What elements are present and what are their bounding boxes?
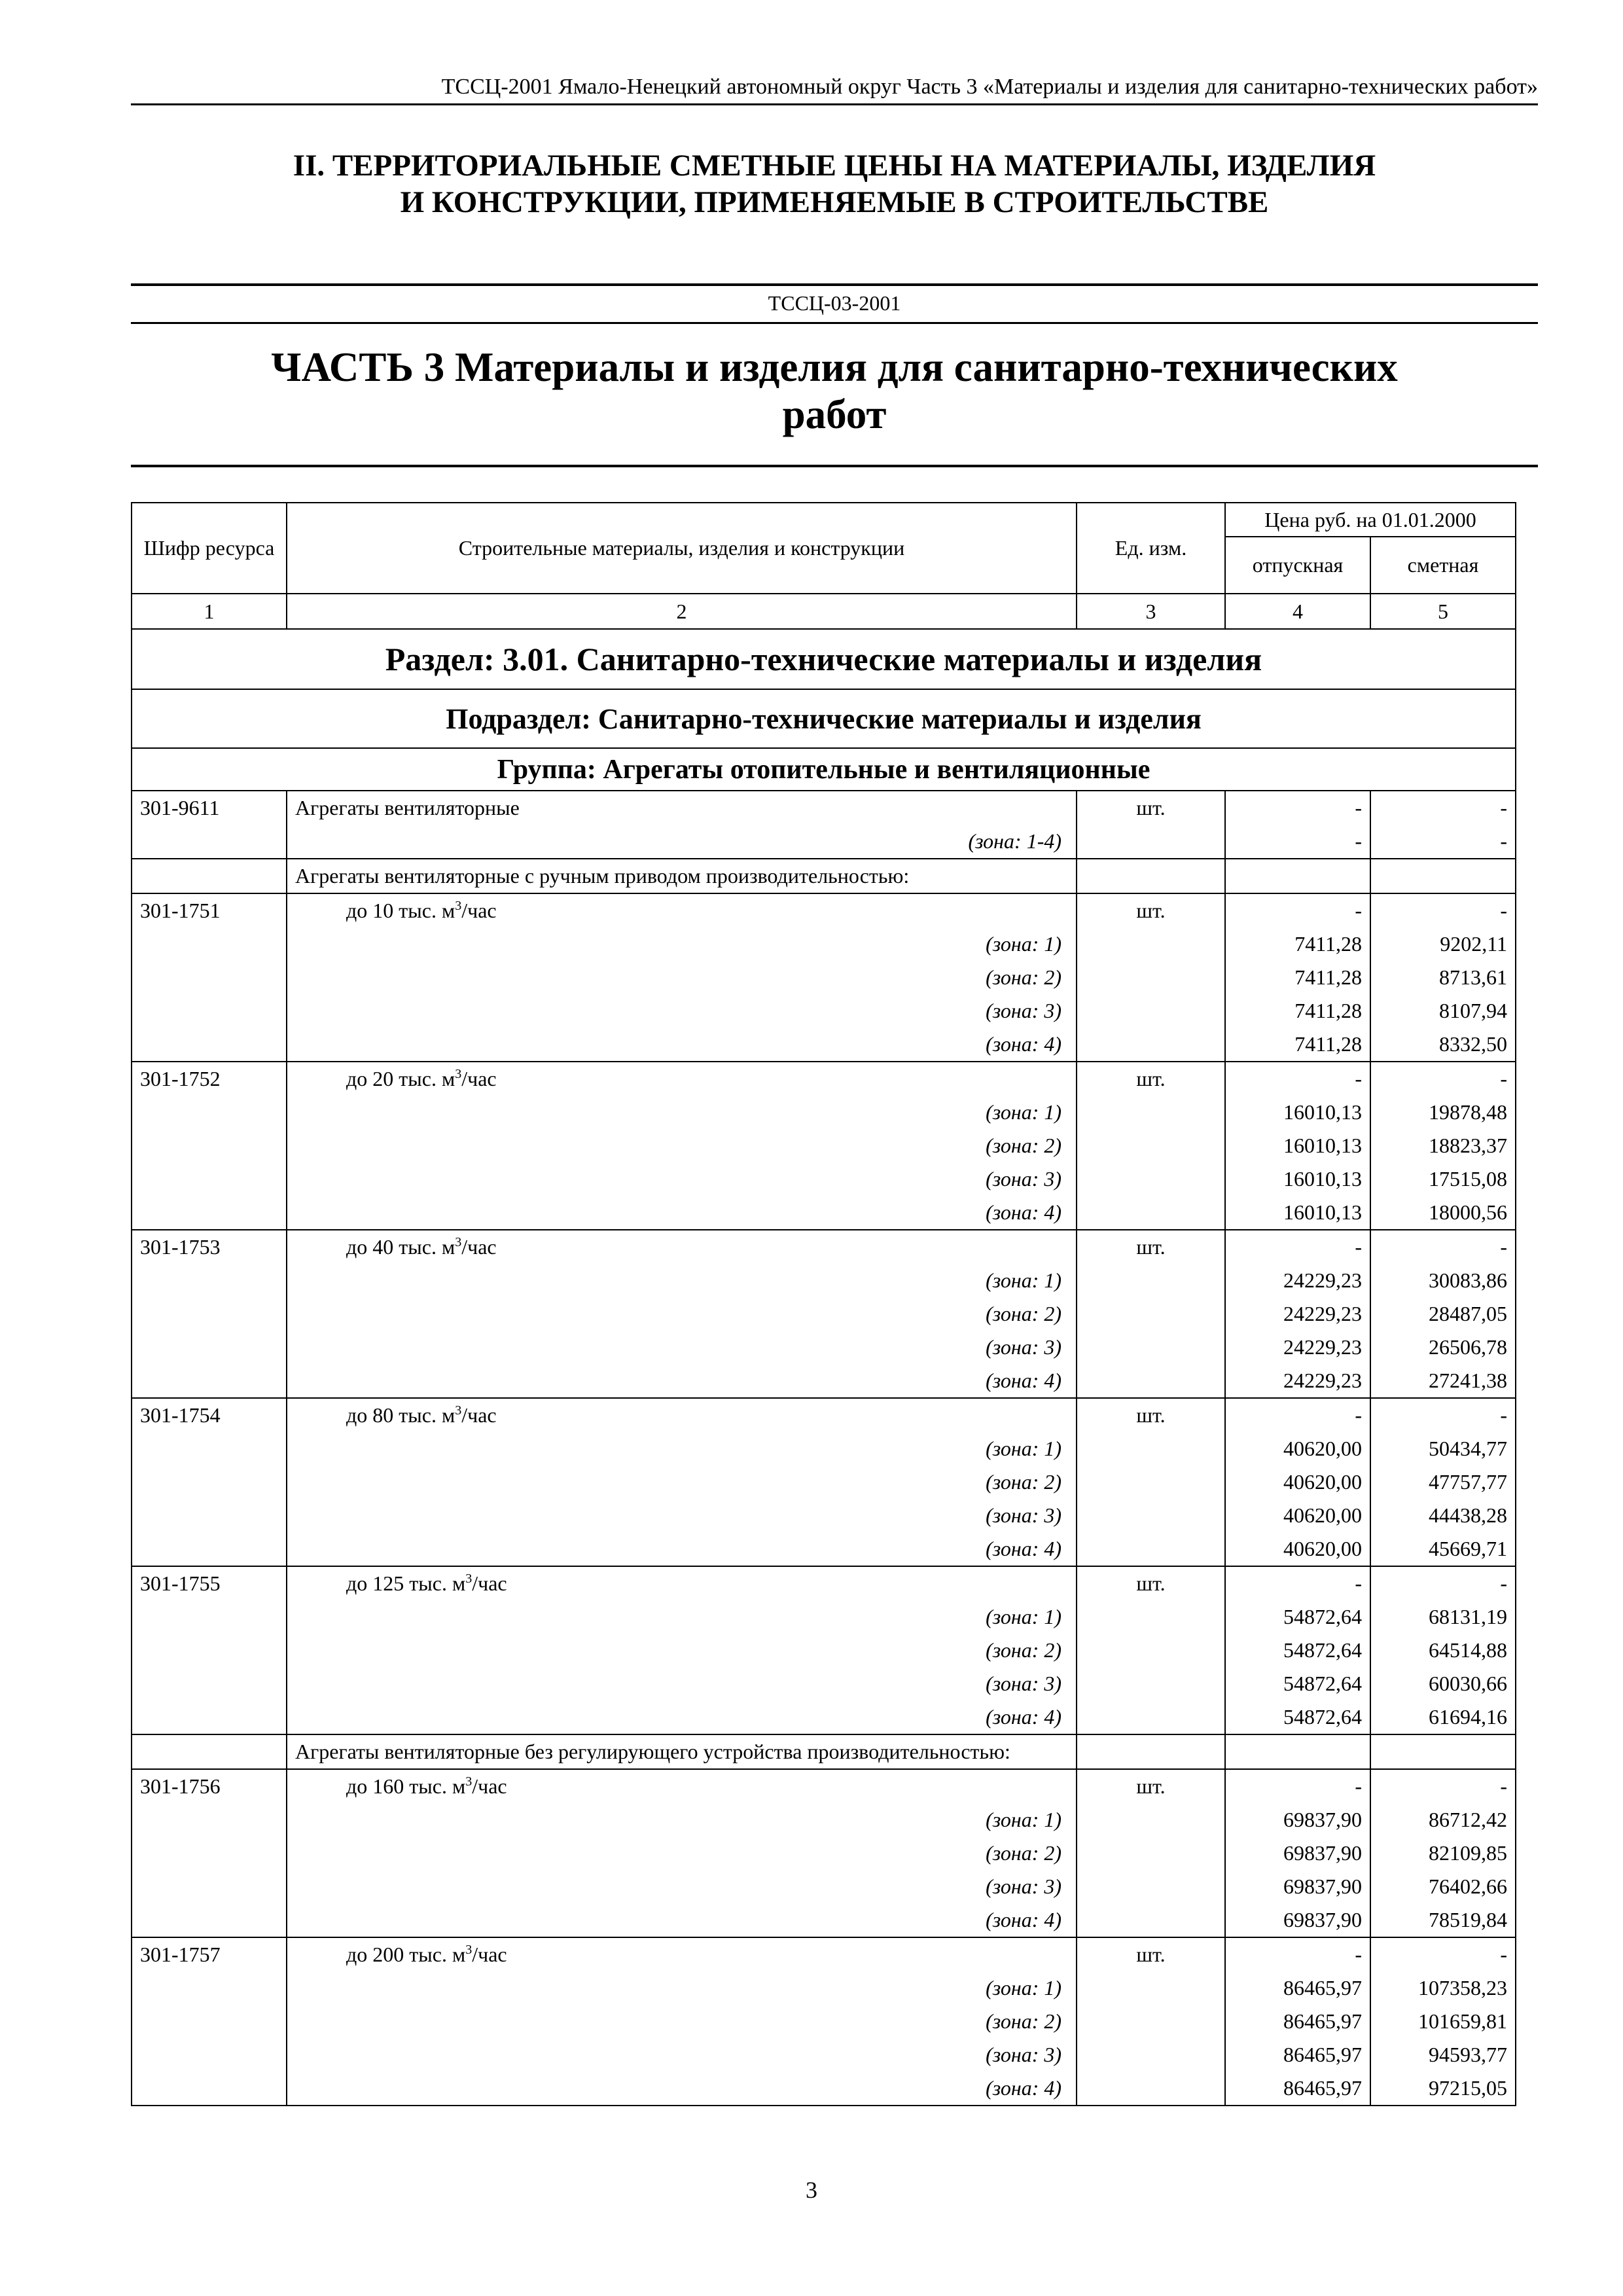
per-hour-suffix: /час [472, 1943, 507, 1966]
section-title [131, 147, 1538, 221]
release-price: 24229,23 [1225, 1331, 1370, 1364]
release-price: - [1225, 791, 1370, 825]
release-price: 54872,64 [1225, 1700, 1370, 1734]
estimate-price: - [1370, 1937, 1516, 1971]
resource-code [132, 2038, 287, 2072]
estimate-price: 47757,77 [1370, 1465, 1516, 1499]
resource-code [132, 927, 287, 961]
estimate-price: 8107,94 [1370, 994, 1516, 1028]
resource-code [132, 1364, 287, 1398]
zone-label: (зона: 3) [287, 1162, 1077, 1196]
estimate-price: 18823,37 [1370, 1129, 1516, 1162]
header-code: Шифр ресурса [132, 503, 287, 594]
release-price: 24229,23 [1225, 1264, 1370, 1297]
zone-label: (зона: 4) [287, 1028, 1077, 1062]
subsection-heading: Подраздел: Санитарно-технические материалы и изделия [132, 689, 1516, 748]
cube-superscript: 3 [465, 1943, 473, 1957]
column-number: 5 [1370, 594, 1516, 629]
resource-code [132, 1803, 287, 1837]
unit: шт. [1077, 893, 1225, 927]
release-price [1225, 1734, 1370, 1769]
resource-code: 301-1752 [132, 1062, 287, 1096]
estimate-price: 86712,42 [1370, 1803, 1516, 1837]
item-name [287, 1062, 1077, 1096]
zone-row [132, 927, 1516, 961]
estimate-price: 30083,86 [1370, 1264, 1516, 1297]
zone-row [132, 1432, 1516, 1465]
header-row-1 [132, 503, 1516, 537]
item-name-text: до 10 тыс. м [346, 899, 455, 922]
zone-label: (зона: 1) [287, 927, 1077, 961]
unit [1077, 2072, 1225, 2106]
zone-row [132, 1331, 1516, 1364]
estimate-price: 101659,81 [1370, 2005, 1516, 2038]
per-hour-suffix: /час [461, 1235, 497, 1259]
unit: шт. [1077, 1230, 1225, 1264]
item-name-text: до 200 тыс. м [346, 1943, 466, 1966]
release-price: 16010,13 [1225, 1096, 1370, 1129]
item-name: Агрегаты вентиляторные [287, 791, 1077, 825]
per-hour-suffix: /час [461, 1403, 497, 1427]
release-price: 69837,90 [1225, 1803, 1370, 1837]
estimate-price: 28487,05 [1370, 1297, 1516, 1331]
zone-row [132, 1667, 1516, 1700]
zone-label: (зона: 3) [287, 994, 1077, 1028]
unit [1077, 1499, 1225, 1532]
resource-code [132, 1297, 287, 1331]
zone-row [132, 1297, 1516, 1331]
header-estimate-price: сметная [1370, 537, 1516, 594]
resource-code [132, 1600, 287, 1634]
cube-superscript: 3 [455, 899, 462, 913]
zone-row [132, 1532, 1516, 1566]
resource-code [132, 2072, 287, 2106]
estimate-price: - [1370, 1769, 1516, 1803]
release-price: - [1225, 1566, 1370, 1600]
release-price: - [1225, 825, 1370, 859]
resource-code [132, 1465, 287, 1499]
group-heading-row [132, 748, 1516, 791]
estimate-price: 50434,77 [1370, 1432, 1516, 1465]
cube-superscript: 3 [455, 1403, 462, 1418]
estimate-price: 97215,05 [1370, 2072, 1516, 2106]
unit [1077, 1903, 1225, 1937]
release-price: 7411,28 [1225, 927, 1370, 961]
zone-row [132, 1971, 1516, 2005]
release-price: 40620,00 [1225, 1532, 1370, 1566]
unit [1077, 1162, 1225, 1196]
zone-label: (зона: 2) [287, 1837, 1077, 1870]
unit [1077, 927, 1225, 961]
release-price: 69837,90 [1225, 1870, 1370, 1903]
estimate-price: - [1370, 1398, 1516, 1432]
release-price: - [1225, 1937, 1370, 1971]
release-price: - [1225, 893, 1370, 927]
release-price: 7411,28 [1225, 961, 1370, 994]
release-price: 86465,97 [1225, 1971, 1370, 2005]
release-price: 7411,28 [1225, 994, 1370, 1028]
estimate-price: 107358,23 [1370, 1971, 1516, 2005]
header-release-price: отпускная [1225, 537, 1370, 594]
resource-code [132, 1870, 287, 1903]
part-title-line-2: работ [782, 391, 887, 437]
zone-row [132, 1196, 1516, 1230]
release-price: 54872,64 [1225, 1667, 1370, 1700]
release-price: 7411,28 [1225, 1028, 1370, 1062]
estimate-price: 60030,66 [1370, 1667, 1516, 1700]
unit [1077, 1465, 1225, 1499]
release-price: - [1225, 1062, 1370, 1096]
resource-code [132, 1196, 287, 1230]
item-name [287, 1937, 1077, 1971]
unit [1077, 1634, 1225, 1667]
estimate-price: 44438,28 [1370, 1499, 1516, 1532]
release-price: 69837,90 [1225, 1903, 1370, 1937]
unit [1077, 1700, 1225, 1734]
resource-code [132, 1837, 287, 1870]
estimate-price: 94593,77 [1370, 2038, 1516, 2072]
resource-code [132, 1499, 287, 1532]
zone-label: (зона: 2) [287, 2005, 1077, 2038]
unit [1077, 1600, 1225, 1634]
subgroup-row [132, 1734, 1516, 1769]
header-price-group: Цена руб. на 01.01.2000 [1225, 503, 1516, 537]
per-hour-suffix: /час [472, 1571, 507, 1595]
item-name-text: до 80 тыс. м [346, 1403, 455, 1427]
zone-row [132, 1465, 1516, 1499]
resource-code: 301-1755 [132, 1566, 287, 1600]
unit [1077, 1532, 1225, 1566]
unit: шт. [1077, 1062, 1225, 1096]
resource-code: 301-1756 [132, 1769, 287, 1803]
unit [1077, 2005, 1225, 2038]
release-price: 40620,00 [1225, 1465, 1370, 1499]
per-hour-suffix: /час [472, 1774, 507, 1798]
item-name [287, 1769, 1077, 1803]
zone-label: (зона: 3) [287, 1331, 1077, 1364]
zone-row [132, 1803, 1516, 1837]
cube-superscript: 3 [465, 1571, 473, 1586]
table-row [132, 825, 1516, 859]
cube-superscript: 3 [455, 1067, 462, 1081]
unit [1077, 825, 1225, 859]
table-row [132, 1230, 1516, 1264]
resource-code [132, 1096, 287, 1129]
zone-label: (зона: 4) [287, 1532, 1077, 1566]
resource-code [132, 1432, 287, 1465]
unit [1077, 961, 1225, 994]
item-name [287, 1398, 1077, 1432]
estimate-price: - [1370, 1062, 1516, 1096]
zone-label: (зона: 1-4) [287, 825, 1077, 859]
cube-superscript: 3 [465, 1774, 473, 1789]
table-row [132, 791, 1516, 825]
resource-code [132, 1162, 287, 1196]
zone-row [132, 1600, 1516, 1634]
unit: шт. [1077, 1566, 1225, 1600]
item-name [287, 893, 1077, 927]
estimate-price: 76402,66 [1370, 1870, 1516, 1903]
unit [1077, 1870, 1225, 1903]
estimate-price [1370, 859, 1516, 893]
table-row [132, 1769, 1516, 1803]
estimate-price: 64514,88 [1370, 1634, 1516, 1667]
resource-code [132, 1634, 287, 1667]
item-name-text: до 160 тыс. м [346, 1774, 466, 1798]
zone-row [132, 1634, 1516, 1667]
part-title-line-1: ЧАСТЬ 3 Материалы и изделия для санитарно-технических [271, 344, 1398, 390]
item-name-text: до 125 тыс. м [346, 1571, 466, 1595]
resource-code: 301-1751 [132, 893, 287, 927]
resource-code [132, 1532, 287, 1566]
zone-row [132, 2005, 1516, 2038]
zone-label: (зона: 1) [287, 1600, 1077, 1634]
resource-code [132, 859, 287, 893]
zone-row [132, 1162, 1516, 1196]
zone-label: (зона: 3) [287, 1870, 1077, 1903]
zone-label: (зона: 4) [287, 1903, 1077, 1937]
resource-code [132, 961, 287, 994]
release-price: 86465,97 [1225, 2072, 1370, 2106]
resource-code [132, 994, 287, 1028]
estimate-price: - [1370, 893, 1516, 927]
header-unit: Ед. изм. [1077, 503, 1225, 594]
release-price: 24229,23 [1225, 1297, 1370, 1331]
estimate-price [1370, 1734, 1516, 1769]
unit: шт. [1077, 1937, 1225, 1971]
zone-label: (зона: 2) [287, 1129, 1077, 1162]
section-title-line-1: II. ТЕРРИТОРИАЛЬНЫЕ СМЕТНЫЕ ЦЕНЫ НА МАТЕРИАЛЫ, ИЗДЕЛИЯ [293, 149, 1376, 183]
zone-row [132, 2038, 1516, 2072]
release-price: 69837,90 [1225, 1837, 1370, 1870]
release-price: - [1225, 1230, 1370, 1264]
release-price: 86465,97 [1225, 2005, 1370, 2038]
unit [1077, 1364, 1225, 1398]
estimate-price: 68131,19 [1370, 1600, 1516, 1634]
zone-label: (зона: 4) [287, 1364, 1077, 1398]
per-hour-suffix: /час [461, 1067, 497, 1090]
unit [1077, 1803, 1225, 1837]
resource-code: 301-1753 [132, 1230, 287, 1264]
estimate-price: 61694,16 [1370, 1700, 1516, 1734]
price-table-body [132, 503, 1516, 2106]
release-price: 40620,00 [1225, 1432, 1370, 1465]
resource-code [132, 2005, 287, 2038]
part-title-rule [131, 465, 1538, 467]
table-row [132, 1062, 1516, 1096]
unit [1077, 1734, 1225, 1769]
item-name-text: до 20 тыс. м [346, 1067, 455, 1090]
zone-row [132, 1499, 1516, 1532]
unit [1077, 1096, 1225, 1129]
resource-code [132, 1700, 287, 1734]
column-number: 4 [1225, 594, 1370, 629]
table-row [132, 1398, 1516, 1432]
estimate-price: - [1370, 1566, 1516, 1600]
zone-label: (зона: 3) [287, 1667, 1077, 1700]
collection-code: ТССЦ-03-2001 [131, 283, 1538, 324]
release-price: 16010,13 [1225, 1129, 1370, 1162]
release-price: 54872,64 [1225, 1600, 1370, 1634]
resource-code [132, 825, 287, 859]
unit: шт. [1077, 1398, 1225, 1432]
estimate-price: - [1370, 825, 1516, 859]
estimate-price: 19878,48 [1370, 1096, 1516, 1129]
resource-code [132, 1667, 287, 1700]
zone-label: (зона: 4) [287, 1196, 1077, 1230]
estimate-price: 82109,85 [1370, 1837, 1516, 1870]
subsection-heading-row [132, 689, 1516, 748]
part-title [131, 344, 1538, 438]
unit [1077, 1971, 1225, 2005]
column-number: 2 [287, 594, 1077, 629]
subgroup-heading: Агрегаты вентиляторные с ручным приводом производительностью: [287, 859, 1077, 893]
resource-code: 301-9611 [132, 791, 287, 825]
release-price: 86465,97 [1225, 2038, 1370, 2072]
unit [1077, 1028, 1225, 1062]
estimate-price: 17515,08 [1370, 1162, 1516, 1196]
estimate-price: 8332,50 [1370, 1028, 1516, 1062]
zone-row [132, 1364, 1516, 1398]
subgroup-heading: Агрегаты вентиляторные без регулирующего устройства производительностью: [287, 1734, 1077, 1769]
resource-code [132, 1903, 287, 1937]
unit [1077, 1264, 1225, 1297]
header-name: Строительные материалы, изделия и конструкции [287, 503, 1077, 594]
zone-label: (зона: 3) [287, 1499, 1077, 1532]
zone-row [132, 1700, 1516, 1734]
zone-label: (зона: 4) [287, 2072, 1077, 2106]
resource-code [132, 1971, 287, 2005]
estimate-price: 27241,38 [1370, 1364, 1516, 1398]
zone-row [132, 1096, 1516, 1129]
unit [1077, 994, 1225, 1028]
zone-row [132, 1903, 1516, 1937]
cube-superscript: 3 [455, 1235, 462, 1249]
unit [1077, 1667, 1225, 1700]
table-row [132, 893, 1516, 927]
release-price: 24229,23 [1225, 1364, 1370, 1398]
section-title-line-2: И КОНСТРУКЦИИ, ПРИМЕНЯЕМЫЕ В СТРОИТЕЛЬСТВЕ [400, 185, 1269, 219]
item-name [287, 1566, 1077, 1600]
zone-label: (зона: 1) [287, 1096, 1077, 1129]
unit [1077, 1837, 1225, 1870]
unit [1077, 1129, 1225, 1162]
column-number: 3 [1077, 594, 1225, 629]
unit [1077, 859, 1225, 893]
resource-code: 301-1754 [132, 1398, 287, 1432]
zone-label: (зона: 4) [287, 1700, 1077, 1734]
resource-code: 301-1757 [132, 1937, 287, 1971]
unit [1077, 1196, 1225, 1230]
zone-label: (зона: 2) [287, 1465, 1077, 1499]
zone-label: (зона: 1) [287, 1803, 1077, 1837]
zone-row [132, 1870, 1516, 1903]
zone-row [132, 1837, 1516, 1870]
table-row [132, 1566, 1516, 1600]
zone-row [132, 2072, 1516, 2106]
estimate-price: 9202,11 [1370, 927, 1516, 961]
release-price: 16010,13 [1225, 1196, 1370, 1230]
release-price: - [1225, 1398, 1370, 1432]
column-number: 1 [132, 594, 287, 629]
zone-row [132, 1264, 1516, 1297]
unit: шт. [1077, 791, 1225, 825]
zone-row [132, 961, 1516, 994]
column-number-row [132, 594, 1516, 629]
release-price: - [1225, 1769, 1370, 1803]
zone-label: (зона: 2) [287, 1297, 1077, 1331]
resource-code [132, 1264, 287, 1297]
table-row [132, 1937, 1516, 1971]
unit [1077, 1432, 1225, 1465]
unit [1077, 1331, 1225, 1364]
resource-code [132, 1028, 287, 1062]
estimate-price: 26506,78 [1370, 1331, 1516, 1364]
zone-label: (зона: 2) [287, 1634, 1077, 1667]
zone-label: (зона: 1) [287, 1971, 1077, 2005]
zone-label: (зона: 1) [287, 1432, 1077, 1465]
price-table [131, 502, 1516, 2106]
zone-label: (зона: 2) [287, 961, 1077, 994]
resource-code [132, 1734, 287, 1769]
page-number: 3 [806, 2177, 817, 2203]
per-hour-suffix: /час [461, 899, 497, 922]
release-price [1225, 859, 1370, 893]
running-header: ТССЦ-2001 Ямало-Ненецкий автономный округ Часть 3 «Материалы и изделия для санитарно-технических работ» [131, 71, 1538, 105]
subgroup-row [132, 859, 1516, 893]
item-name-text: до 40 тыс. м [346, 1235, 455, 1259]
zone-label: (зона: 1) [287, 1264, 1077, 1297]
section-heading: Раздел: 3.01. Санитарно-технические материалы и изделия [132, 629, 1516, 689]
resource-code [132, 1129, 287, 1162]
unit [1077, 1297, 1225, 1331]
item-name [287, 1230, 1077, 1264]
zone-row [132, 1028, 1516, 1062]
estimate-price: 45669,71 [1370, 1532, 1516, 1566]
group-heading: Группа: Агрегаты отопительные и вентиляционные [132, 748, 1516, 791]
resource-code [132, 1331, 287, 1364]
unit: шт. [1077, 1769, 1225, 1803]
release-price: 54872,64 [1225, 1634, 1370, 1667]
estimate-price: 78519,84 [1370, 1903, 1516, 1937]
estimate-price: - [1370, 791, 1516, 825]
estimate-price: - [1370, 1230, 1516, 1264]
zone-row [132, 994, 1516, 1028]
release-price: 16010,13 [1225, 1162, 1370, 1196]
zone-label: (зона: 3) [287, 2038, 1077, 2072]
section-heading-row [132, 629, 1516, 689]
estimate-price: 18000,56 [1370, 1196, 1516, 1230]
unit [1077, 2038, 1225, 2072]
release-price: 40620,00 [1225, 1499, 1370, 1532]
estimate-price: 8713,61 [1370, 961, 1516, 994]
zone-row [132, 1129, 1516, 1162]
